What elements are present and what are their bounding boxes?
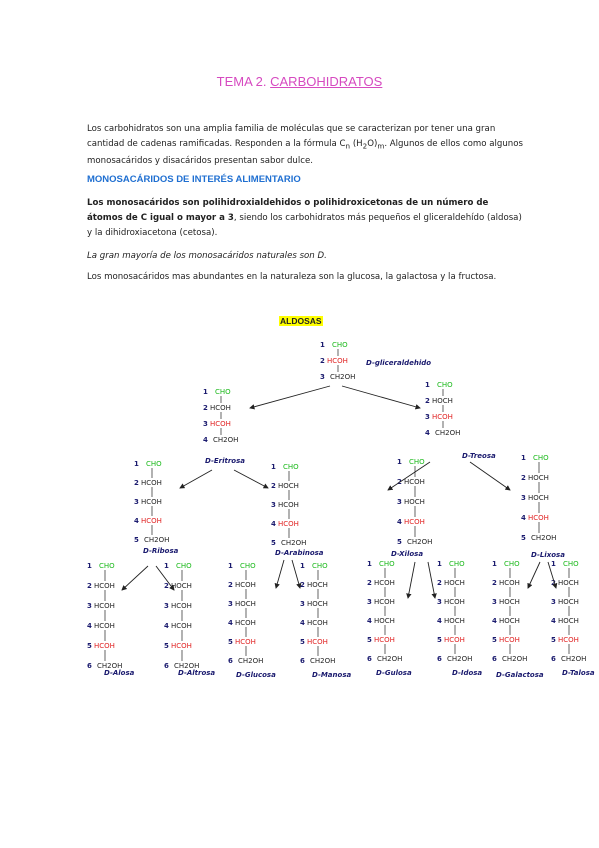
hydroxyl-group: HCOH	[171, 622, 192, 630]
hydroxyl-group: HCOH	[499, 636, 520, 644]
carbon-number: 3	[367, 598, 372, 606]
hydroxyl-group: HOCH	[278, 482, 299, 490]
carbon-number: 1	[271, 463, 276, 471]
hydroxyl-group: HCOH	[171, 602, 192, 610]
hydroxyl-group: HOCH	[374, 617, 395, 625]
ch2oh-group: CH2OH	[213, 436, 239, 444]
label-glucosa: D-Glucosa	[236, 671, 276, 679]
cho-group: CHO	[409, 458, 425, 466]
hydroxyl-group: HCOH	[141, 517, 162, 525]
carbon-number: 1	[164, 562, 169, 570]
hydroxyl-group: HCOH	[278, 501, 299, 509]
carbon-number: 2	[367, 579, 372, 587]
ch2oh-group: CH2OH	[330, 373, 356, 381]
chain-galactosa	[492, 560, 527, 663]
chain-arabinosa	[271, 463, 306, 547]
carbon-number: 3	[425, 413, 430, 421]
carbon-number: 5	[134, 536, 139, 544]
chain-glucosa	[228, 562, 263, 665]
d-sugars-note: La gran mayoría de los monosacáridos naturales son D.	[87, 251, 327, 261]
hydroxyl-group: HOCH	[444, 579, 465, 587]
hydroxyl-group: HCOH	[307, 638, 328, 646]
carbon-number: 5	[300, 638, 305, 646]
carbon-number: 6	[437, 655, 442, 663]
hydroxyl-group: HOCH	[171, 582, 192, 590]
carbon-number: 5	[492, 636, 497, 644]
label-ribosa: D-Ribosa	[143, 547, 179, 555]
carbon-number: 5	[367, 636, 372, 644]
hydroxyl-group: HCOH	[210, 404, 231, 412]
chain-lixosa	[521, 454, 556, 542]
cho-group: CHO	[437, 381, 453, 389]
carbon-number: 6	[164, 662, 169, 670]
carbon-number: 4	[228, 619, 233, 627]
carbon-number: 1	[521, 454, 526, 462]
branch-arrow	[292, 560, 300, 588]
carbon-number: 1	[87, 562, 92, 570]
carbon-number: 3	[203, 420, 208, 428]
carbon-number: 3	[320, 373, 325, 381]
carbon-number: 2	[203, 404, 208, 412]
chain-gliceraldehido	[320, 341, 355, 381]
carbon-number: 3	[551, 598, 556, 606]
hydroxyl-group: HOCH	[499, 617, 520, 625]
hydroxyl-group: HOCH	[558, 598, 579, 606]
hydroxyl-group: HCOH	[235, 581, 256, 589]
intro-text: Los carbohidratos son una amplia familia de moléculas que se caracterizan por tener una gran cantidad de cadenas ramificadas. Responden a la fórmula C	[87, 124, 496, 149]
carbon-number: 2	[87, 582, 92, 590]
branch-arrow	[234, 470, 268, 488]
hydroxyl-group: HCOH	[558, 636, 579, 644]
hydroxyl-group: HCOH	[210, 420, 231, 428]
carbon-number: 1	[367, 560, 372, 568]
hydroxyl-group: HCOH	[404, 478, 425, 486]
carbon-number: 1	[203, 388, 208, 396]
carbon-number: 5	[521, 534, 526, 542]
branch-arrow	[528, 562, 540, 588]
carbon-number: 4	[271, 520, 276, 528]
cho-group: CHO	[312, 562, 328, 570]
carbon-number: 1	[397, 458, 402, 466]
ch2oh-group: CH2OH	[97, 662, 123, 670]
carbon-number: 5	[228, 638, 233, 646]
hydroxyl-group: HOCH	[499, 598, 520, 606]
branch-arrow	[122, 566, 148, 590]
carbon-number: 3	[87, 602, 92, 610]
cho-group: CHO	[449, 560, 465, 568]
carbon-number: 4	[164, 622, 169, 630]
section-heading: MONOSACÁRIDOS DE INTERÉS ALIMENTARIO	[87, 174, 301, 185]
branch-arrow	[180, 470, 212, 488]
ch2oh-group: CH2OH	[377, 655, 403, 663]
carbon-number: 2	[551, 579, 556, 587]
formula-mid2: O)	[367, 139, 378, 149]
definition-bold: Los monosacáridos son polihidroxialdehidos o polihidroxicetonas de un número de átomos de C igual o mayor a 3	[87, 198, 489, 223]
carbon-number: 3	[228, 600, 233, 608]
hydroxyl-group: HCOH	[235, 619, 256, 627]
carbon-number: 1	[425, 381, 430, 389]
cho-group: CHO	[379, 560, 395, 568]
ch2oh-group: CH2OH	[502, 655, 528, 663]
label-eritrosa: D-Eritrosa	[205, 457, 245, 465]
chain-alosa	[87, 562, 122, 670]
abundant-sugars-paragraph: Los monosacáridos mas abundantes en la naturaleza son la glucosa, la galactosa y la fructosa.	[87, 272, 497, 282]
hydroxyl-group: HCOH	[94, 622, 115, 630]
label-altrosa: D-Altrosa	[178, 669, 216, 677]
carbon-number: 1	[437, 560, 442, 568]
label-idosa: D-Idosa	[452, 669, 483, 677]
label-treosa: D-Treosa	[462, 452, 496, 460]
hydroxyl-group: HCOH	[235, 638, 256, 646]
hydroxyl-group: HOCH	[432, 397, 453, 405]
label-manosa: D-Manosa	[312, 671, 352, 679]
cho-group: CHO	[176, 562, 192, 570]
carbon-number: 3	[271, 501, 276, 509]
ch2oh-group: CH2OH	[561, 655, 587, 663]
carbon-number: 4	[397, 518, 402, 526]
carbon-number: 1	[300, 562, 305, 570]
carbon-number: 1	[134, 460, 139, 468]
hydroxyl-group: HCOH	[499, 579, 520, 587]
carbon-number: 6	[492, 655, 497, 663]
hydroxyl-group: HOCH	[528, 494, 549, 502]
carbon-number: 2	[164, 582, 169, 590]
hydroxyl-group: HCOH	[171, 642, 192, 650]
hydroxyl-group: HCOH	[278, 520, 299, 528]
hydroxyl-group: HOCH	[404, 498, 425, 506]
hydroxyl-group: HOCH	[444, 617, 465, 625]
carbon-number: 2	[425, 397, 430, 405]
hydroxyl-group: HCOH	[307, 619, 328, 627]
carbon-number: 6	[551, 655, 556, 663]
hydroxyl-group: HOCH	[528, 474, 549, 482]
carbon-number: 2	[397, 478, 402, 486]
carbon-number: 4	[300, 619, 305, 627]
carbon-number: 2	[134, 479, 139, 487]
carbon-number: 2	[437, 579, 442, 587]
formula-sub-m: m	[377, 141, 385, 151]
branch-arrow	[408, 562, 415, 598]
carbon-number: 5	[551, 636, 556, 644]
cho-group: CHO	[99, 562, 115, 570]
ch2oh-group: CH2OH	[144, 536, 170, 544]
carbon-number: 3	[521, 494, 526, 502]
chain-treosa	[425, 381, 460, 437]
label-alosa: D-Alosa	[104, 669, 135, 677]
carbon-number: 5	[271, 539, 276, 547]
carbon-number: 2	[492, 579, 497, 587]
carbon-number: 1	[551, 560, 556, 568]
carbon-number: 4	[203, 436, 208, 444]
hydroxyl-group: HCOH	[528, 514, 549, 522]
carbon-number: 3	[164, 602, 169, 610]
cho-group: CHO	[533, 454, 549, 462]
ch2oh-group: CH2OH	[174, 662, 200, 670]
hydroxyl-group: HCOH	[444, 598, 465, 606]
carbon-number: 1	[228, 562, 233, 570]
hydroxyl-group: HCOH	[374, 598, 395, 606]
carbon-number: 4	[87, 622, 92, 630]
chain-gulosa	[367, 560, 402, 663]
carbon-number: 3	[437, 598, 442, 606]
carbon-number: 2	[320, 357, 325, 365]
hydroxyl-group: HCOH	[94, 602, 115, 610]
carbon-number: 5	[437, 636, 442, 644]
carbon-number: 4	[551, 617, 556, 625]
carbon-number: 4	[521, 514, 526, 522]
ch2oh-group: CH2OH	[281, 539, 307, 547]
chain-eritrosa	[203, 388, 238, 444]
formula-sub-2: 2	[362, 141, 368, 151]
ch2oh-group: CH2OH	[238, 657, 264, 665]
cho-group: CHO	[563, 560, 579, 568]
label-talosa: D-Talosa	[562, 669, 595, 677]
carbon-number: 4	[437, 617, 442, 625]
carbon-number: 6	[228, 657, 233, 665]
hydroxyl-group: HOCH	[558, 617, 579, 625]
hydroxyl-group: HCOH	[374, 636, 395, 644]
carbon-number: 5	[397, 538, 402, 546]
ch2oh-group: CH2OH	[531, 534, 557, 542]
cho-group: CHO	[504, 560, 520, 568]
cho-group: CHO	[146, 460, 162, 468]
carbon-number: 2	[521, 474, 526, 482]
label-galactosa: D-Galactosa	[496, 671, 544, 679]
carbon-number: 5	[164, 642, 169, 650]
ch2oh-group: CH2OH	[435, 429, 461, 437]
definition-rest: , siendo los carbohidratos más pequeños el gliceraldehído (aldosa) y la dihidroxiacetona (cetosa).	[87, 213, 522, 238]
aldosas-label: ALDOSAS	[280, 316, 322, 326]
hydroxyl-group: HCOH	[404, 518, 425, 526]
hydroxyl-group: HCOH	[374, 579, 395, 587]
carbon-number: 4	[425, 429, 430, 437]
hydroxyl-group: HOCH	[235, 600, 256, 608]
label-gliceraldehido: D-gliceraldehido	[366, 359, 432, 367]
branch-arrow	[276, 560, 284, 588]
carbon-number: 2	[228, 581, 233, 589]
hydroxyl-group: HCOH	[141, 498, 162, 506]
label-gulosa: D-Gulosa	[376, 669, 412, 677]
hydroxyl-group: HCOH	[94, 582, 115, 590]
chain-talosa	[551, 560, 586, 663]
chain-idosa	[437, 560, 472, 663]
carbon-number: 1	[492, 560, 497, 568]
carbon-number: 3	[397, 498, 402, 506]
branch-arrow	[250, 386, 330, 408]
ch2oh-group: CH2OH	[310, 657, 336, 665]
carbon-number: 3	[492, 598, 497, 606]
title-underlined: CARBOHIDRATOS	[270, 74, 383, 89]
label-arabinosa: D-Arabinosa	[275, 549, 324, 557]
chain-xilosa	[397, 458, 432, 546]
hydroxyl-group: HCOH	[327, 357, 348, 365]
hydroxyl-group: HOCH	[307, 600, 328, 608]
intro-end: . Algunos de ellos como algunos monosacáridos y disacáridos presentan sabor dulce.	[87, 139, 523, 166]
carbon-number: 6	[300, 657, 305, 665]
title-prefix: TEMA 2.	[216, 74, 271, 89]
label-xilosa: D-Xilosa	[391, 550, 424, 558]
hydroxyl-group: HCOH	[432, 413, 453, 421]
formula-mid: (H	[350, 139, 363, 149]
carbon-number: 3	[300, 600, 305, 608]
chain-manosa	[300, 562, 335, 665]
chain-ribosa	[134, 460, 169, 544]
hydroxyl-group: HCOH	[141, 479, 162, 487]
carbon-number: 2	[300, 581, 305, 589]
cho-group: CHO	[215, 388, 231, 396]
carbon-number: 5	[87, 642, 92, 650]
carbon-number: 6	[87, 662, 92, 670]
hydroxyl-group: HOCH	[558, 579, 579, 587]
carbon-number: 6	[367, 655, 372, 663]
carbon-number: 4	[134, 517, 139, 525]
cho-group: CHO	[283, 463, 299, 471]
branch-arrow	[428, 562, 435, 598]
cho-group: CHO	[332, 341, 348, 349]
carbon-number: 3	[134, 498, 139, 506]
branch-arrow	[470, 462, 510, 490]
hydroxyl-group: HCOH	[94, 642, 115, 650]
branch-arrow	[342, 386, 420, 408]
carbon-number: 2	[271, 482, 276, 490]
sugar-chains	[87, 341, 586, 670]
formula-sub-n: n	[345, 141, 351, 151]
carbon-number: 1	[320, 341, 325, 349]
hydroxyl-group: HCOH	[444, 636, 465, 644]
label-lixosa: D-Lixosa	[531, 551, 565, 559]
ch2oh-group: CH2OH	[447, 655, 473, 663]
ch2oh-group: CH2OH	[407, 538, 433, 546]
chain-altrosa	[164, 562, 199, 670]
cho-group: CHO	[240, 562, 256, 570]
carbon-number: 4	[367, 617, 372, 625]
hydroxyl-group: HOCH	[307, 581, 328, 589]
carbon-number: 4	[492, 617, 497, 625]
